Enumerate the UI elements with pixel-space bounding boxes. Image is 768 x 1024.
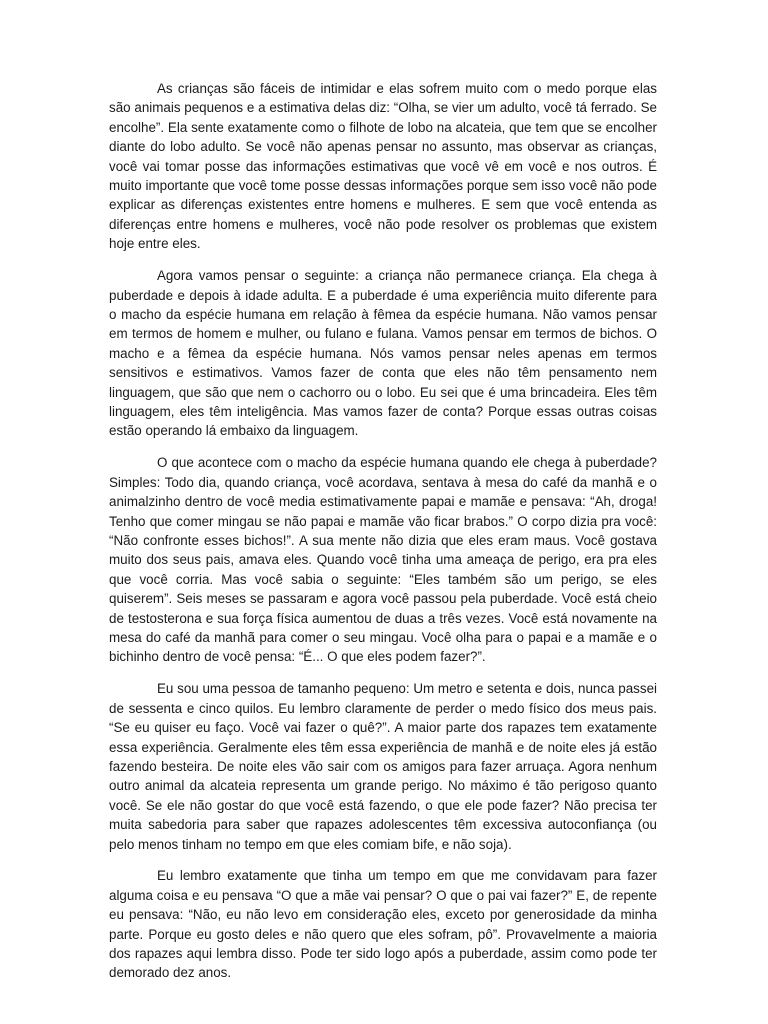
paragraph-3: O que acontece com o macho da espécie humana quando ele chega à puberdade? Simples: Todo dia, quando criança, você acordava, sentava à mesa do café da manhã e o animalzinho dentro de você media estimativamente papai e mamãe e pensava: “Ah, droga! Tenho que comer mingau se não papai e mamãe vão ficar brabos.” O corpo dizia pra você: “Não confronte esses bichos!”. A sua mente não dizia que eles eram maus. Você gostava muito dos seus pais, amava eles. Quando você tinha uma ameaça de perigo, era pra eles que você corria. Mas você sabia o seguinte: “Eles também são um perigo, se eles quiserem”. Seis meses se passaram e agora você passou pela puberdade. Você está cheio de testosterona e sua força física aumentou de duas a três vezes. Você está novamente na mesa do café da manhã para comer o seu mingau. Você olha para o papai e a mamãe e o bichinho dentro de você pensa: “É... O que eles podem fazer?”. bbox=[109, 455, 657, 665]
body-text bbox=[109, 79, 657, 995]
paragraph-2: Agora vamos pensar o seguinte: a criança não permanece criança. Ela chega à puberdade e depois à idade adulta. E a puberdade é uma experiência muito diferente para o macho da espécie humana em relação à fêmea da espécie humana. Não vamos pensar em termos de homem e mulher, ou fulano e fulana. Vamos pensar em termos de bichos. O macho e a fêmea da espécie humana. Nós vamos pensar neles apenas em termos sensitivos e estimativos. Vamos fazer de conta que eles não têm pensamento nem linguagem, que são que nem o cachorro ou o lobo. Eu sei que é uma brincadeira. Eles têm linguagem, eles têm inteligência. Mas vamos fazer de conta? Porque essas outras coisas estão operando lá embaixo da linguagem. bbox=[109, 268, 657, 439]
paragraph-4: Eu sou uma pessoa de tamanho pequeno: Um metro e setenta e dois, nunca passei de sessenta e cinco quilos. Eu lembro claramente de perder o medo físico dos meus pais. “Se eu quiser eu faço. Você vai fazer o quê?”. A maior parte dos rapazes tem exatamente essa experiência. Geralmente eles têm essa experiência de manhã e de noite eles já estão fazendo besteira. De noite eles vão sair com os amigos para fazer arruaça. Agora nenhum outro animal da alcateia representa um grande perigo. No máximo é tão perigoso quanto você. Se ele não gostar do que você está fazendo, o que ele pode fazer? Não precisa ter muita sabedoria para saber que rapazes adolescentes têm excessiva autoconfiança (ou pelo menos tinham no tempo em que eles comiam bife, e não soja). bbox=[109, 681, 657, 852]
paragraph-1: As crianças são fáceis de intimidar e elas sofrem muito com o medo porque elas são animais pequenos e a estimativa delas diz: “Olha, se vier um adulto, você tá ferrado. Se encolhe”. Ela sente exatamente como o filhote de lobo na alcateia, que tem que se encolher diante do lobo adulto. Se você não apenas pensar no assunto, mas observar as crianças, você vai tomar posse das informações estimativas que você vê em você e nos outros. É muito importante que você tome posse dessas informações porque sem isso você não pode explicar as diferenças existentes entre homens e mulheres. E sem que você entenda as diferenças entre homens e mulheres, você não pode resolver os problemas que existem hoje entre eles. bbox=[109, 81, 657, 252]
paragraph-5: Eu lembro exatamente que tinha um tempo em que me convidavam para fazer alguma coisa e eu pensava “O que a mãe vai pensar? O que o pai vai fazer?” E, de repente eu pensava: “Não, eu não levo em consideração eles, exceto por generosidade da minha parte. Porque eu gosto deles e não quero que eles sofram, pô”. Provavelmente a maioria dos rapazes aqui lembra disso. Pode ter sido logo após a puberdade, assim como pode ter demorado dez anos. bbox=[109, 868, 657, 981]
